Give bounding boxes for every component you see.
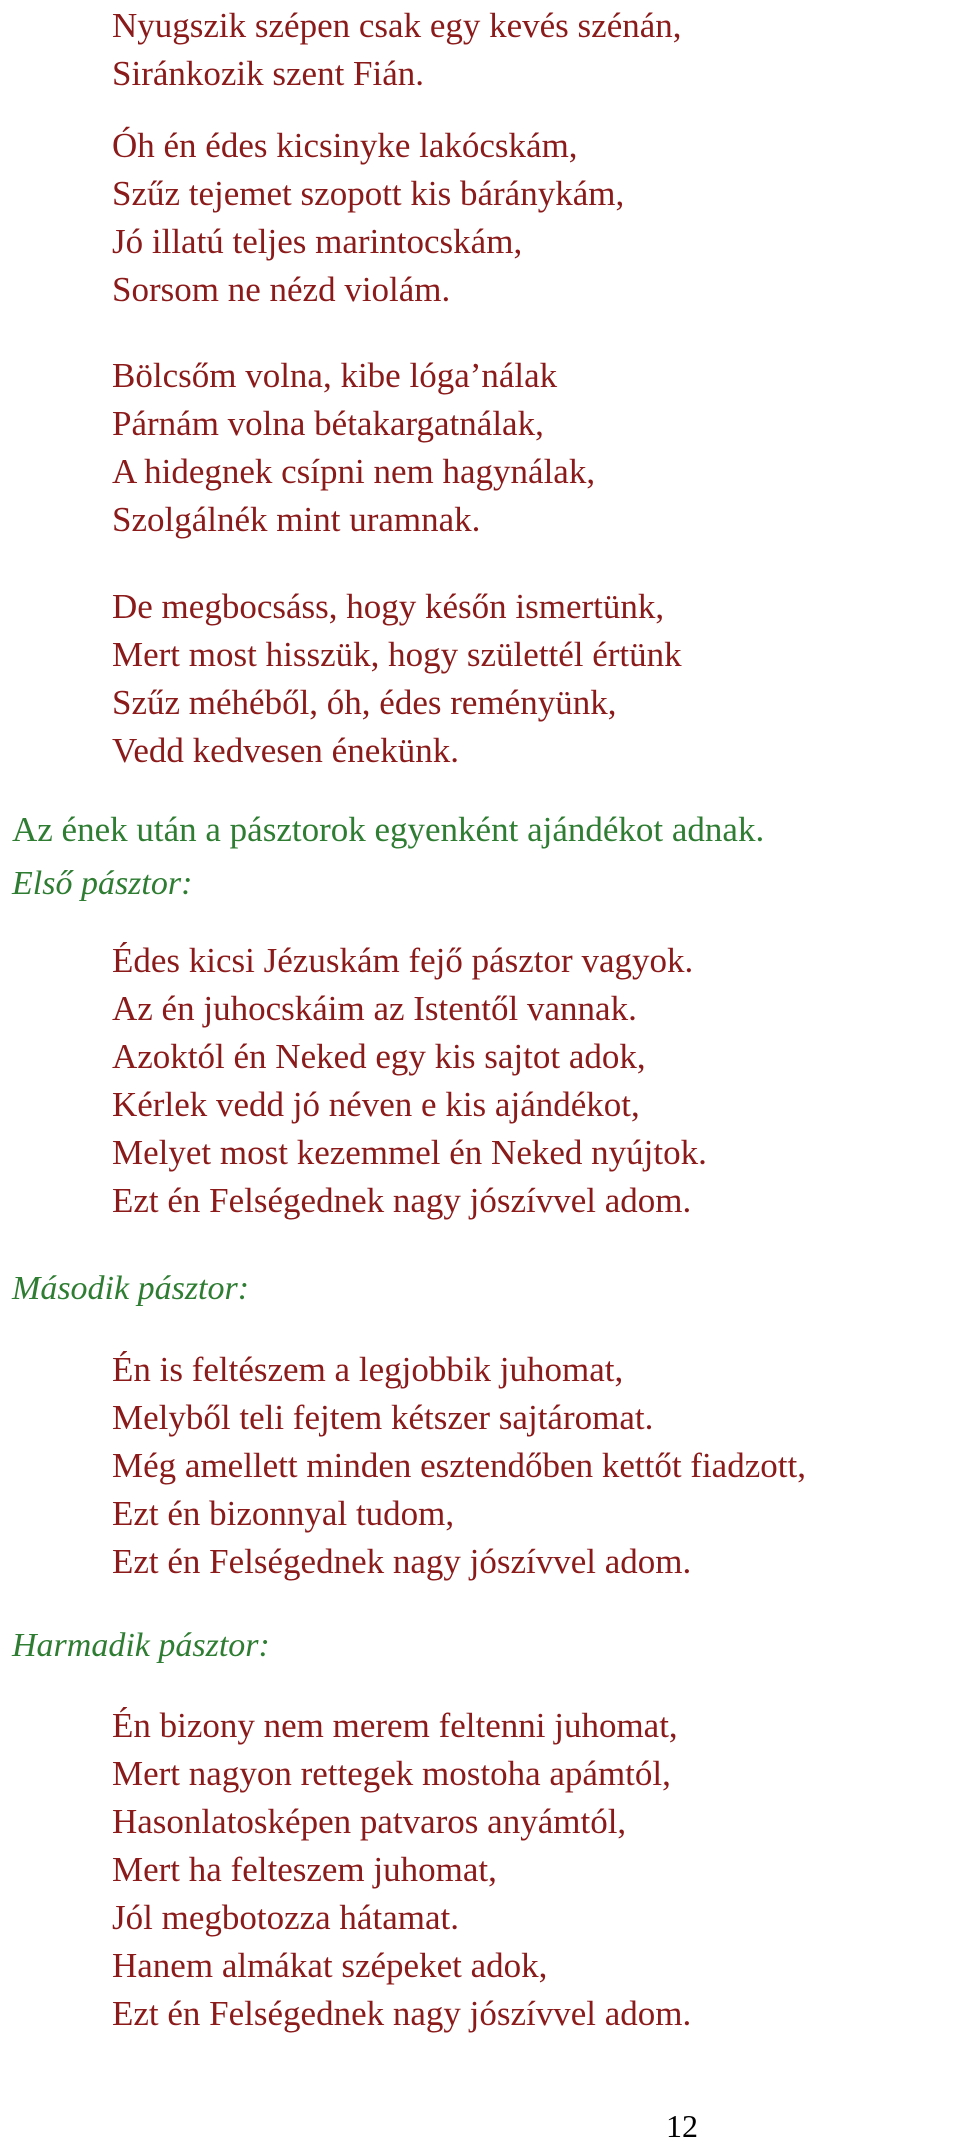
verse-line: Bölcsőm volna, kibe lóga’nálak xyxy=(112,356,558,395)
speech-line: Én is feltészem a legjobbik juhomat, xyxy=(112,1350,624,1389)
speech-line: Az én juhocskáim az Istentől vannak. xyxy=(112,989,637,1028)
speech-line: Én bizony nem merem feltenni juhomat, xyxy=(112,1706,678,1745)
speech-line: Ezt én bizonnyal tudom, xyxy=(112,1494,455,1533)
verse-line: Jó illatú teljes marintocskám, xyxy=(112,222,523,261)
speech-line: Mert nagyon rettegek mostoha apámtól, xyxy=(112,1754,671,1793)
verse-line: Vedd kedvesen énekünk. xyxy=(112,731,459,770)
speech-line: Hasonlatosképen patvaros anyámtól, xyxy=(112,1802,627,1841)
speech-line: Ezt én Felségednek nagy jószívvel adom. xyxy=(112,1181,692,1220)
page-number: 12 xyxy=(666,2108,698,2144)
speech-line: Jól megbotozza hátamat. xyxy=(112,1898,459,1937)
stage-direction: Az ének után a pásztorok egyenként ajándékot adnak. xyxy=(12,810,765,849)
speech-line: Ezt én Felségednek nagy jószívvel adom. xyxy=(112,1994,692,2033)
speech-third-shepherd xyxy=(112,1702,952,2038)
verse-line: Mert most hisszük, hogy születtél értünk xyxy=(112,635,682,674)
stanza-2 xyxy=(112,122,952,314)
verse-line: Szűz méhéből, óh, édes reményünk, xyxy=(112,683,617,722)
speech-line: Kérlek vedd jó néven e kis ajándékot, xyxy=(112,1085,640,1124)
verse-line: Nyugszik szépen csak egy kevés szénán, xyxy=(112,6,682,45)
speech-line: Még amellett minden esztendőben kettőt fiadzott, xyxy=(112,1446,806,1485)
speech-second-shepherd xyxy=(112,1346,952,1586)
verse-line: Siránkozik szent Fián. xyxy=(112,54,425,93)
verse-line: A hidegnek csípni nem hagynálak, xyxy=(112,452,596,491)
speech-line: Azoktól én Neked egy kis sajtot adok, xyxy=(112,1037,646,1076)
stanza-4 xyxy=(112,583,952,775)
stanza-1 xyxy=(112,2,952,98)
verse-line: Szűz tejemet szopott kis báránykám, xyxy=(112,174,625,213)
verse-line: Szolgálnék mint uramnak. xyxy=(112,500,481,539)
speech-line: Ezt én Felségednek nagy jószívvel adom. xyxy=(112,1542,692,1581)
speech-line: Melyből teli fejtem kétszer sajtáromat. xyxy=(112,1398,654,1437)
speech-line: Hanem almákat szépeket adok, xyxy=(112,1946,548,1985)
speech-line: Mert ha felteszem juhomat, xyxy=(112,1850,497,1889)
speech-line: Édes kicsi Jézuskám fejő pásztor vagyok. xyxy=(112,941,694,980)
stanza-3 xyxy=(112,352,952,544)
speech-line: Melyet most kezemmel én Neked nyújtok. xyxy=(112,1133,707,1172)
verse-line: De megbocsáss, hogy későn ismertünk, xyxy=(112,587,665,626)
speaker-first-shepherd: Első pásztor: xyxy=(12,865,193,902)
speech-first-shepherd xyxy=(112,937,952,1225)
verse-line: Sorsom ne nézd violám. xyxy=(112,270,451,309)
speaker-third-shepherd: Harmadik pásztor: xyxy=(12,1627,270,1664)
verse-line: Óh én édes kicsinyke lakócskám, xyxy=(112,126,578,165)
verse-line: Párnám volna bétakargatnálak, xyxy=(112,404,544,443)
speaker-second-shepherd: Második pásztor: xyxy=(12,1270,250,1307)
